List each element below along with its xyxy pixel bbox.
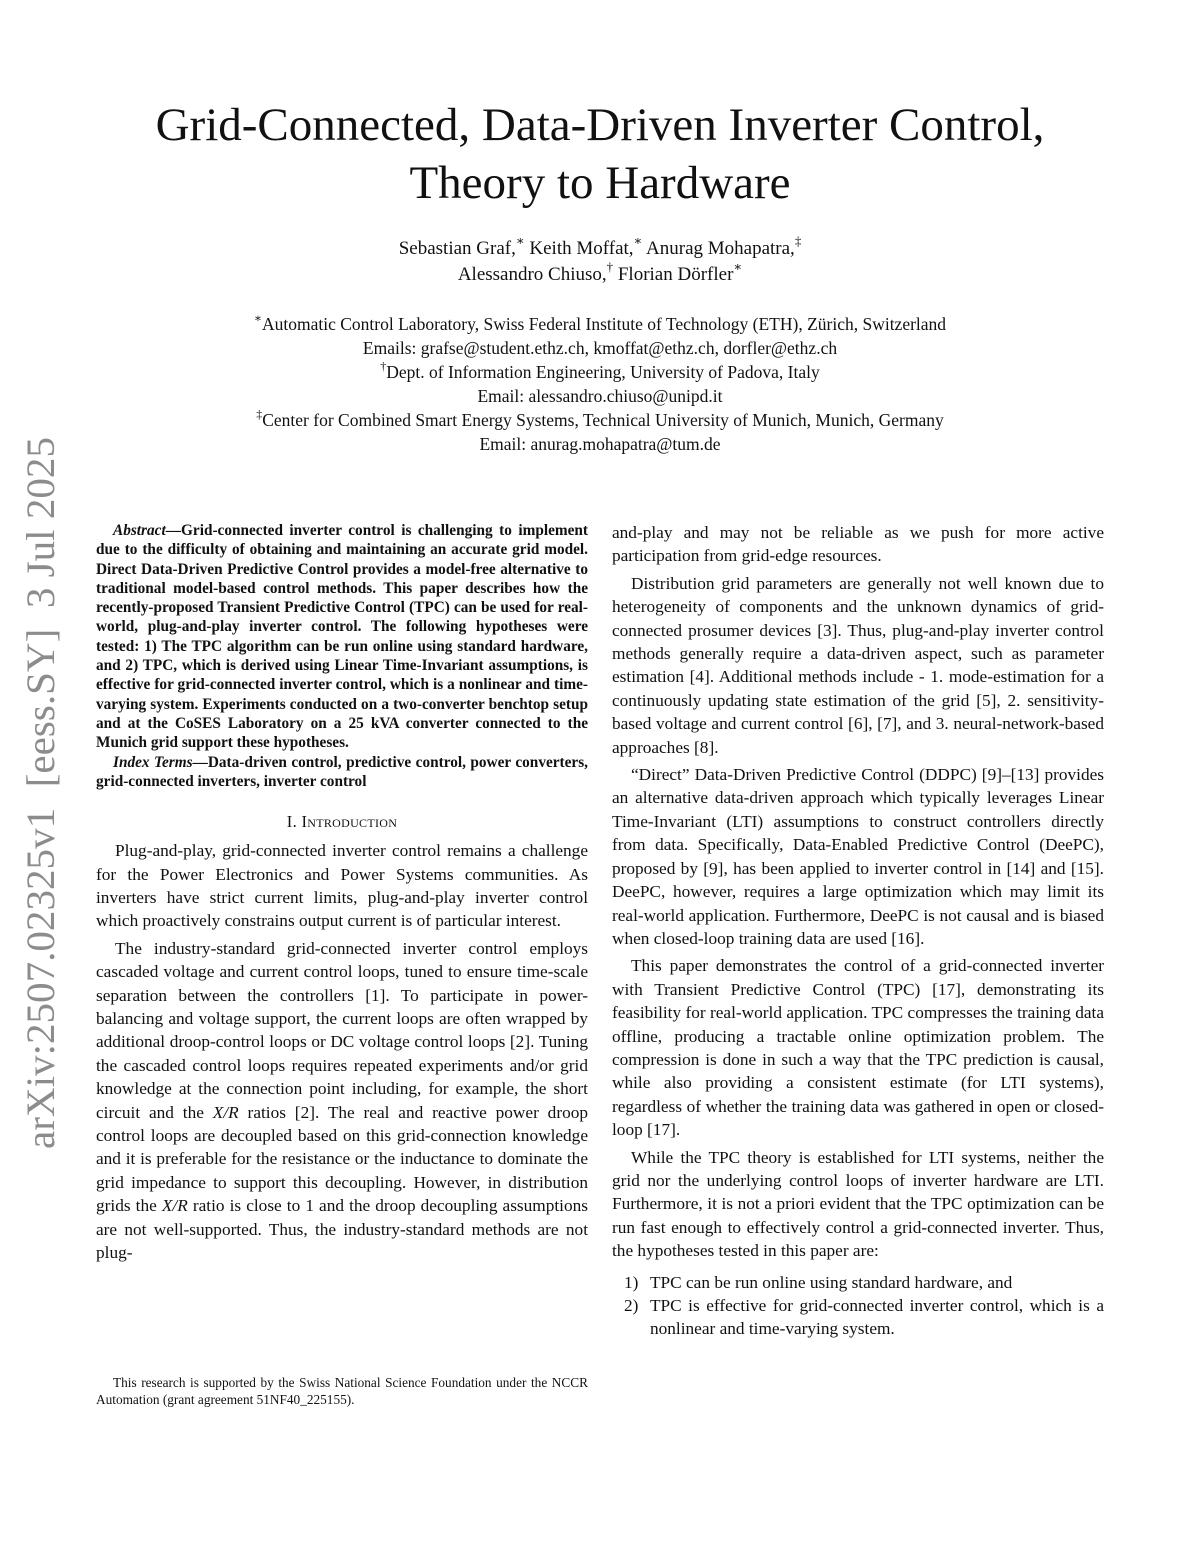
title-line-2: Theory to Hardware [409, 157, 791, 209]
list-number: 1) [624, 1272, 639, 1292]
intro-paragraph-6: While the TPC theory is established for LTI systems, neither the grid nor the underlying control loops of inverter hardware are LTI. Furthermore, it is not a priori evident that the TPC optimization can be run fast enough to effectively control a grid-connected inverter. Thus, the hypotheses tested in this paper are: [612, 1147, 1104, 1261]
affiliations [100, 312, 1100, 456]
paragraph-text: ratio is close to 1 and the droop decoupling assumptions are not well-supported. Thus, the industry-standard methods are not plug- [96, 1196, 588, 1263]
author-name: Alessandro Chiuso, [457, 264, 607, 285]
section-number: I. [286, 812, 302, 832]
affiliation-mark: † [380, 358, 387, 373]
arxiv-stamp-text: arXiv:2507.02325v1 [eess.SY] 3 Jul 2025 [18, 455, 63, 1149]
author-name: Anurag Mohapatra, [646, 238, 795, 259]
intro-paragraph-2 [96, 937, 588, 1265]
funding-footnote: This research is supported by the Swiss National Science Foundation under the NCCR Automation (grant agreement 51NF40_225155). [96, 1375, 588, 1407]
affiliation-text: Dept. of Information Engineering, University of Padova, Italy [386, 362, 820, 382]
section-heading-introduction [96, 812, 588, 832]
affiliation-line [100, 432, 1100, 456]
author-mark: ∗ [515, 233, 525, 249]
intro-paragraph-1: Plug-and-play, grid-connected inverter control remains a challenge for the Power Electronics and Power Systems communities. As inverters have strict current limits, plug-and-play inverter control which proactively constrains output current is of particular interest. [96, 841, 588, 931]
affiliation-line [100, 360, 1100, 384]
author-mark: † [606, 259, 614, 275]
list-item [612, 1271, 1104, 1294]
affiliation-line [100, 408, 1100, 432]
section-title: Introduction [301, 812, 398, 832]
paper-title [100, 96, 1100, 212]
affiliation-email: Email: alessandro.chiuso@unipd.it [477, 386, 723, 406]
paragraph-text: The industry-standard grid-connected inverter control employs cascaded voltage and current control loops, tuned to ensure time-scale separation between the controllers [1]. To participate in power-balancing and voltage support, the current loops are often wrapped by additional droop-control loops or DC voltage control loops [2]. Tuning the cascaded control loops requires repeated experiments and/or grid knowledge at the connection point including, for example, the short circuit and the [96, 938, 588, 1122]
title-line-1: Grid-Connected, Data-Driven Inverter Control, [155, 99, 1045, 151]
list-item [612, 1294, 1104, 1341]
right-column [612, 521, 1104, 1341]
index-terms [96, 753, 588, 792]
abstract [96, 521, 588, 753]
intro-paragraph-5: This paper demonstrates the control of a grid-connected inverter with Transient Predictive Control (TPC) [17], demonstrating its feasibility for real-world application. TPC compresses the training data offline, producing a tractable online optimization problem. The compression is done in such a way that the TPC prediction is causal, while also providing a consistent estimate (for LTI systems), regardless of whether the training data was gathered in open or closed-loop [17]. [612, 956, 1104, 1140]
list-text: TPC is effective for grid-connected inverter control, which is a nonlinear and time-varying system. [650, 1296, 1104, 1339]
arxiv-stamp [14, 436, 70, 1151]
inline-math: X/R [212, 1102, 239, 1122]
intro-paragraph-continued: and-play and may not be reliable as we push for more active participation from grid-edge resources. [612, 523, 1104, 566]
affiliation-mark: ‡ [256, 406, 263, 421]
affiliation-line [100, 336, 1100, 360]
author-mark: ∗ [633, 233, 643, 249]
author-mark: ∗ [733, 259, 743, 275]
intro-paragraph-4: “Direct” Data-Driven Predictive Control (DDPC) [9]–[13] provides an alternative data-driven approach which typically leverages Linear Time-Invariant (LTI) assumptions to construct controllers directly from data. Specifically, Data-Enabled Predictive Control (DeePC), proposed by [9], has been applied to inverter control in [14] and [15]. DeePC, however, requires a large optimization which may limit its real-world application. Furthermore, DeePC is not causal and is biased when closed-loop training data are used [16]. [612, 765, 1104, 948]
author-name: Florian Dörfler [617, 264, 734, 285]
affiliation-line [100, 312, 1100, 336]
affiliation-email: Email: anurag.mohapatra@tum.de [479, 434, 721, 454]
abstract-text: —Grid-connected inverter control is challenging to implement due to the difficulty of obtaining and maintaining an accurate grid model. Direct Data-Driven Predictive Control provides a model-free alternative to traditional model-based control methods. This paper describes how the recently-proposed Transient Predictive Control (TPC) can be used for real-world, plug-and-play inverter control. The following hypotheses were tested: 1) The TPC algorithm can be run online using standard hardware, and 2) TPC, which is derived using Linear Time-Invariant assumptions, is effective for grid-connected inverter control, which is a nonlinear and time-varying system. Experiments conducted on a two-converter benchtop setup and at the CoSES Laboratory on a 25 kVA converter connected to the Munich grid support these hypotheses. [96, 522, 588, 752]
abstract-label: Abstract [113, 522, 166, 539]
left-column [96, 521, 588, 1268]
affiliation-line [100, 384, 1100, 408]
affiliation-text: Center for Combined Smart Energy Systems, Technical University of Munich, Munich, Germany [262, 410, 944, 430]
list-text: TPC can be run online using standard hardware, and [650, 1272, 1013, 1292]
author-mark: ‡ [794, 233, 802, 249]
index-terms-label: Index Terms [113, 753, 193, 771]
author-list [100, 233, 1100, 288]
inline-math: X/R [161, 1196, 188, 1216]
author-line-1 [100, 233, 1100, 262]
author-name: Sebastian Graf, [398, 238, 516, 259]
affiliation-text: Automatic Control Laboratory, Swiss Federal Institute of Technology (ETH), Zürich, Switzerland [262, 314, 947, 334]
author-line-2 [100, 259, 1100, 288]
list-number: 2) [624, 1296, 639, 1315]
author-name: Keith Moffat, [529, 238, 634, 259]
hypotheses-list [612, 1271, 1104, 1341]
paragraph-text: ratios [2]. The real and reactive power droop control loops are decoupled based on this grid-connection knowledge and it is preferable for the resistance or the inductance to dominate the grid impedance to support this decoupling. However, in distribution grids the [96, 1102, 588, 1216]
index-terms-text: —Data-driven control, predictive control, power converters, grid-connected inverters, inverter control [96, 753, 588, 790]
intro-paragraph-3: Distribution grid parameters are generally not well known due to heterogeneity of components and the unknown dynamics of grid-connected prosumer devices [3]. Thus, plug-and-play inverter control methods generally require a data-driven aspect, such as parameter estimation [4]. Additional methods include - 1. mode-estimation for a continuously updating state estimation of the grid [5], 2. sensitivity-based voltage and current control [6], [7], and 3. neural-network-based approaches [8]. [612, 573, 1104, 757]
affiliation-email: Emails: grafse@student.ethz.ch, kmoffat@ethz.ch, dorfler@ethz.ch [362, 338, 838, 358]
affiliation-mark: ∗ [253, 310, 263, 325]
